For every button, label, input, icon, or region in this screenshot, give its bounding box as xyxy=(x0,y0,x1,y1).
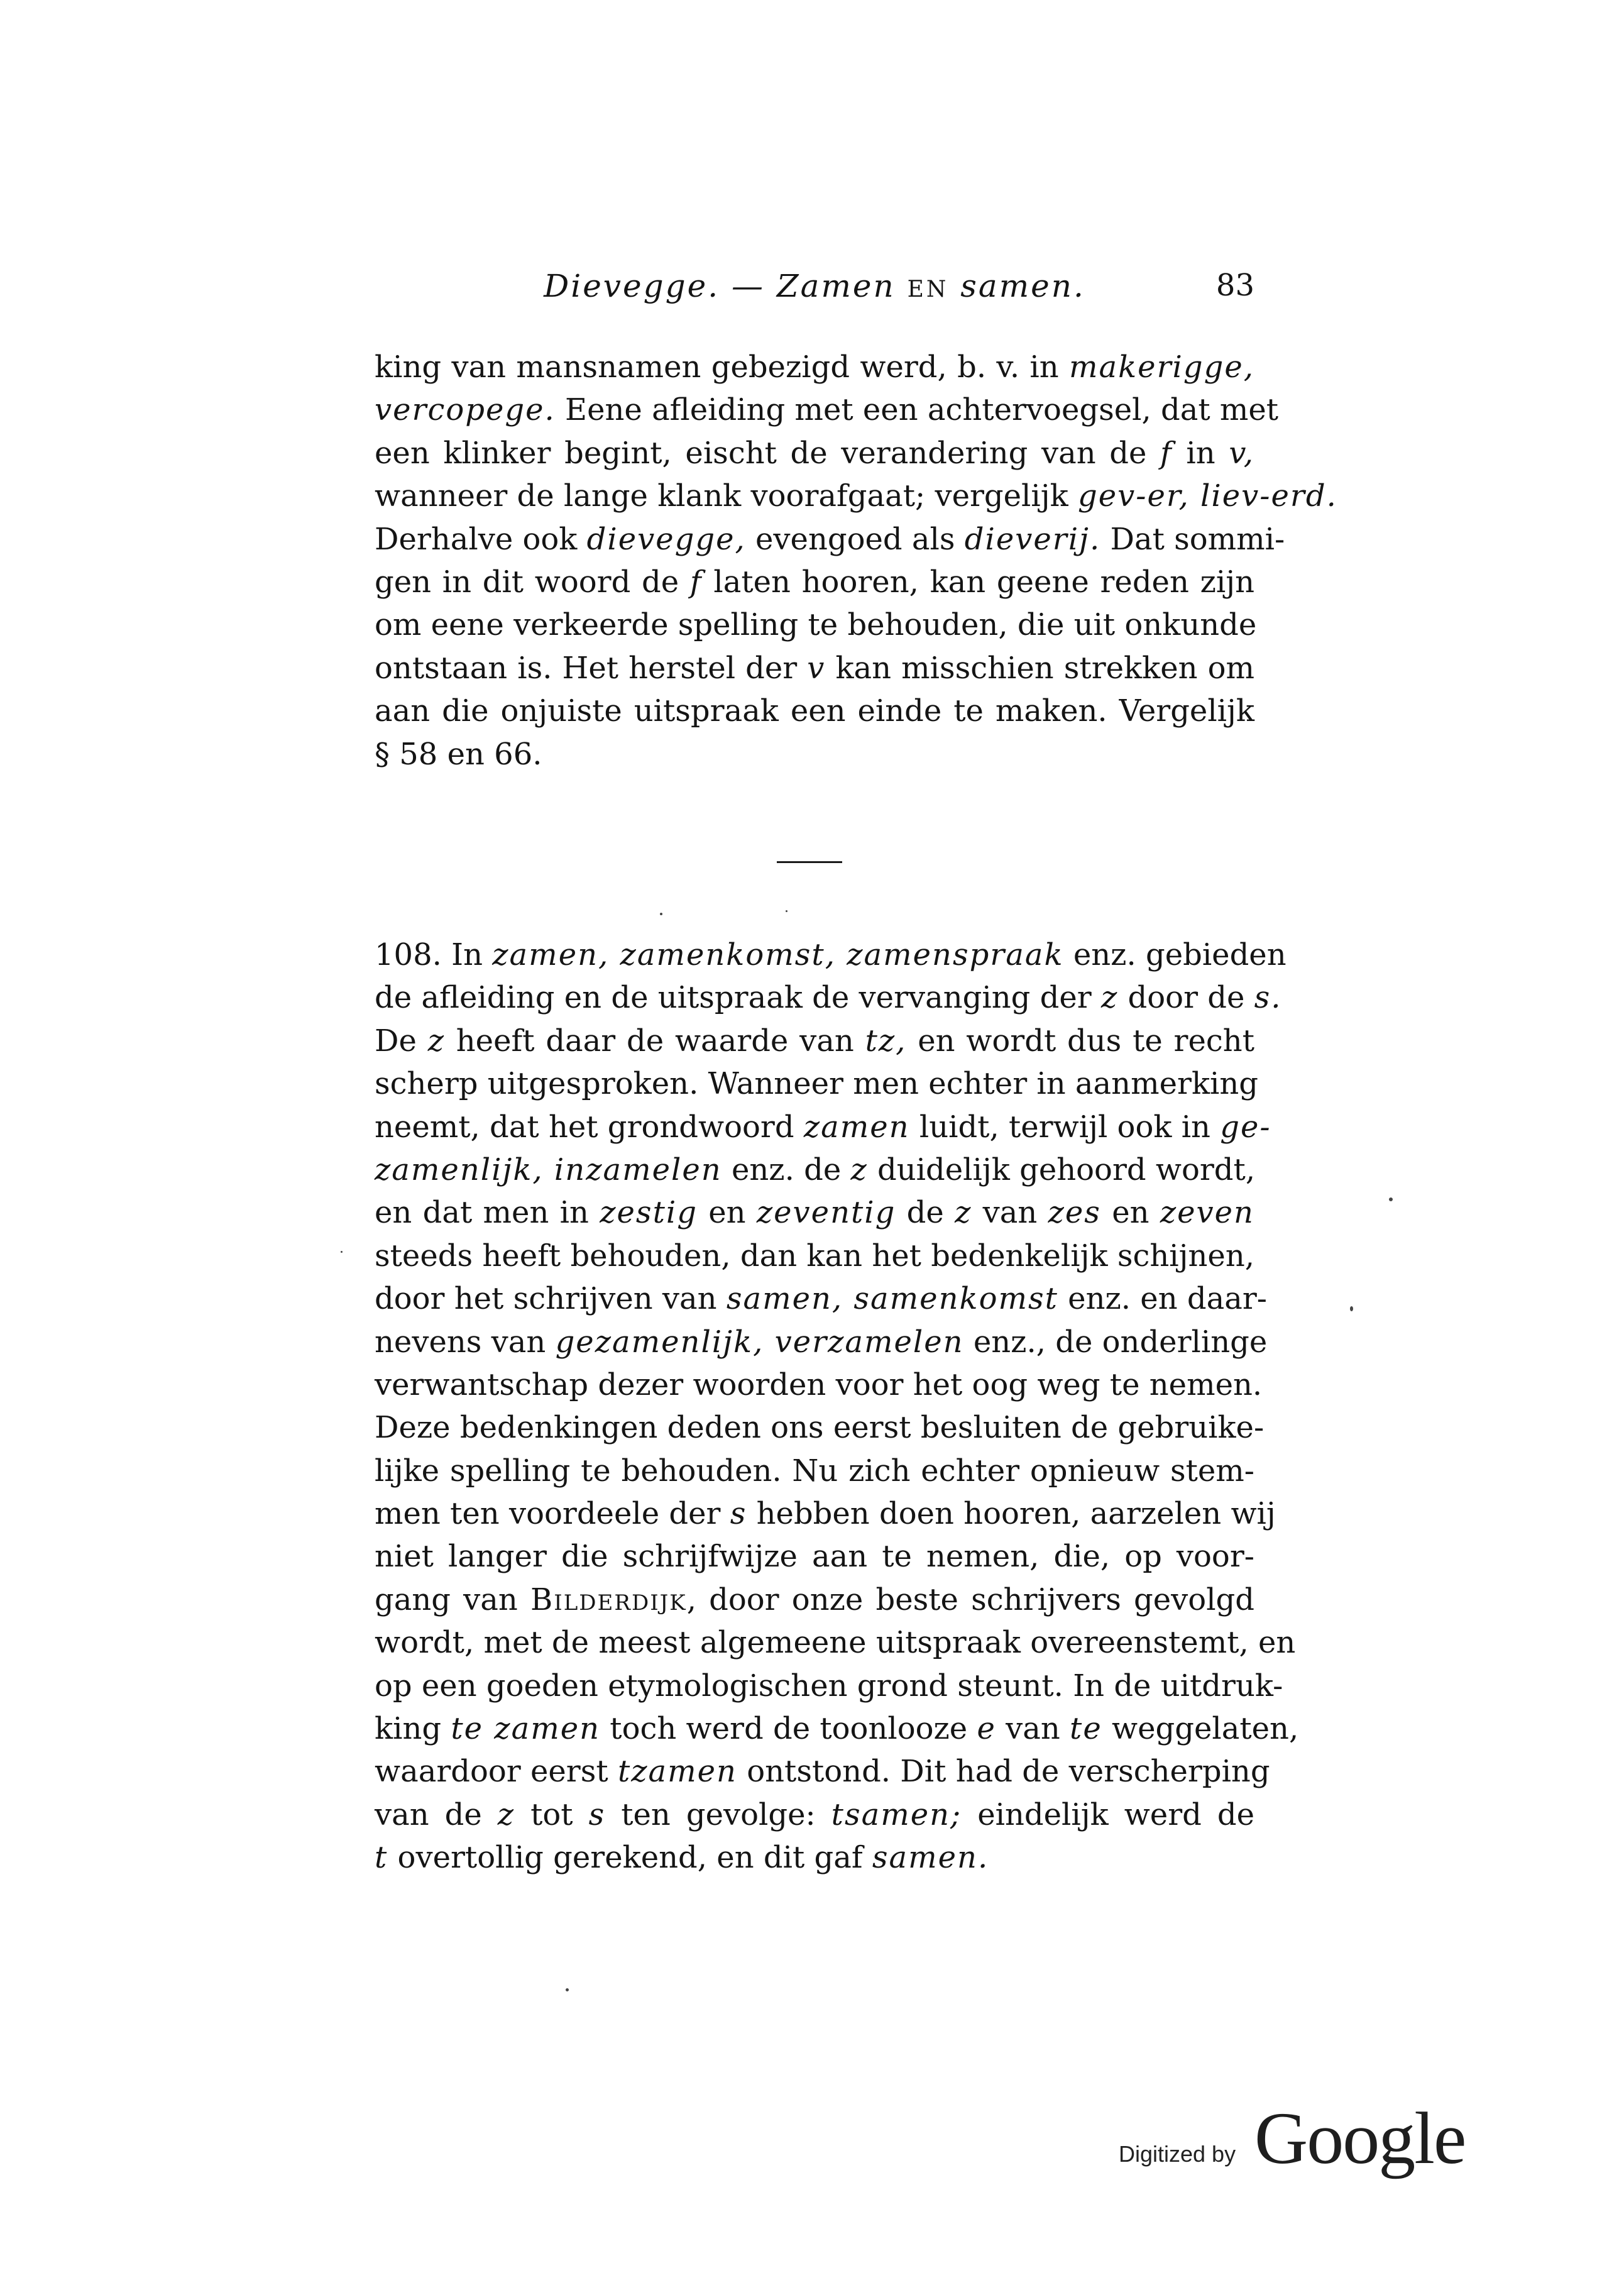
text-line: gang van Bilderdijk, door onze beste schrijvers gevolgd xyxy=(375,1582,1254,1617)
text-line: om eene verkeerde spelling te behouden, die uit onkunde xyxy=(375,607,1257,643)
scan-speck xyxy=(660,913,662,915)
section-separator-rule xyxy=(777,861,842,863)
text-line: verwantschap dezer woorden voor het oog weg te nemen. xyxy=(375,1367,1263,1402)
section-108 xyxy=(375,933,1299,1880)
text-line: scherp uitgesproken. Wanneer men echter in aanmerking xyxy=(375,1066,1259,1102)
text-line: De z heeft daar de waarde van tz, en wordt dus te recht xyxy=(375,1023,1254,1059)
text-line: Deze bedenkingen deden ons eerst besluiten de gebruike- xyxy=(375,1410,1265,1446)
text-line: wordt, met de meest algemeene uitspraak overeenstemt, en xyxy=(375,1625,1296,1661)
text-line: en dat men in zestig en zeventig de z van zes en zeven xyxy=(375,1195,1254,1231)
text-line: men ten voordeele der s hebben doen hooren, aarzelen wij xyxy=(375,1496,1276,1532)
text-line: wanneer de lange klank voorafgaat; vergelijk gev-er, liev-erd. xyxy=(375,478,1337,514)
text-line: een klinker begint, eischt de verandering van de f in v, xyxy=(375,435,1255,471)
paragraph-continuation xyxy=(375,346,1337,776)
text-line: zamenlijk, inzamelen enz. de z duidelijk gehoord wordt, xyxy=(375,1152,1256,1187)
google-logo: Google xyxy=(1254,2097,1466,2179)
author-name-small-caps: Bilderdijk xyxy=(530,1582,687,1617)
text-line: vercopege. Eene afleiding met een achtervoegsel, dat met xyxy=(375,392,1279,428)
scan-speck xyxy=(786,910,787,912)
running-title: Dievegge. — Zamen EN samen. xyxy=(544,268,1085,304)
scan-speck xyxy=(1389,1197,1393,1201)
text-line: ontstaan is. Het herstel der v kan misschien strekken om xyxy=(375,650,1255,686)
text-line: steeds heeft behouden, dan kan het bedenkelijk schijnen, xyxy=(375,1238,1254,1274)
text-line: nevens van gezamenlijk, verzamelen enz., de onderlinge xyxy=(375,1324,1268,1360)
text-line: niet langer die schrijfwijze aan te nemen, die, op voor- xyxy=(375,1539,1254,1575)
text-line: door het schrijven van samen, samenkomst enz. en daar- xyxy=(375,1281,1268,1317)
scan-speck xyxy=(341,1251,343,1253)
text-line: lijke spelling te behouden. Nu zich echter opnieuw stem- xyxy=(375,1453,1254,1489)
text-line: gen in dit woord de f laten hooren, kan geene reden zijn xyxy=(375,564,1255,600)
text-line: waardoor eerst tzamen ontstond. Dit had de verscherping xyxy=(375,1754,1270,1790)
text-line: t overtollig gerekend, en dit gaf samen. xyxy=(375,1840,989,1876)
page-number: 83 xyxy=(1215,268,1254,303)
text-line: de afleiding en de uitspraak de vervanging der z door de s. xyxy=(375,980,1282,1016)
running-title-en: EN xyxy=(907,277,949,302)
text-line: van de z tot s ten gevolge: tsamen; eindelijk werd de xyxy=(375,1797,1255,1832)
text-line: neemt, dat het grondwoord zamen luidt, terwijl ook in ge- xyxy=(375,1109,1271,1145)
digitized-by-watermark xyxy=(1119,2093,1464,2181)
text-line: king van mansnamen gebezigd werd, b. v. in makerigge, xyxy=(375,350,1254,385)
text-line: § 58 en 66. xyxy=(375,736,542,772)
scan-speck xyxy=(1350,1306,1353,1311)
text-line: king te zamen toch werd de toonlooze e van te weggelaten, xyxy=(375,1711,1299,1747)
text-line: aan die onjuiste uitspraak een einde te maken. Vergelijk xyxy=(375,693,1254,729)
running-head xyxy=(375,268,1254,318)
digitized-by-label: Digitized by xyxy=(1119,2141,1236,2167)
text-line: 108. In zamen, zamenkomst, zamenspraak enz. gebieden xyxy=(375,937,1287,972)
text-line: op een goeden etymologischen grond steunt. In de uitdruk- xyxy=(375,1668,1283,1704)
text-line: Derhalve ook dievegge, evengoed als dieverij. Dat sommi- xyxy=(375,521,1285,557)
scan-speck xyxy=(566,1988,569,1991)
